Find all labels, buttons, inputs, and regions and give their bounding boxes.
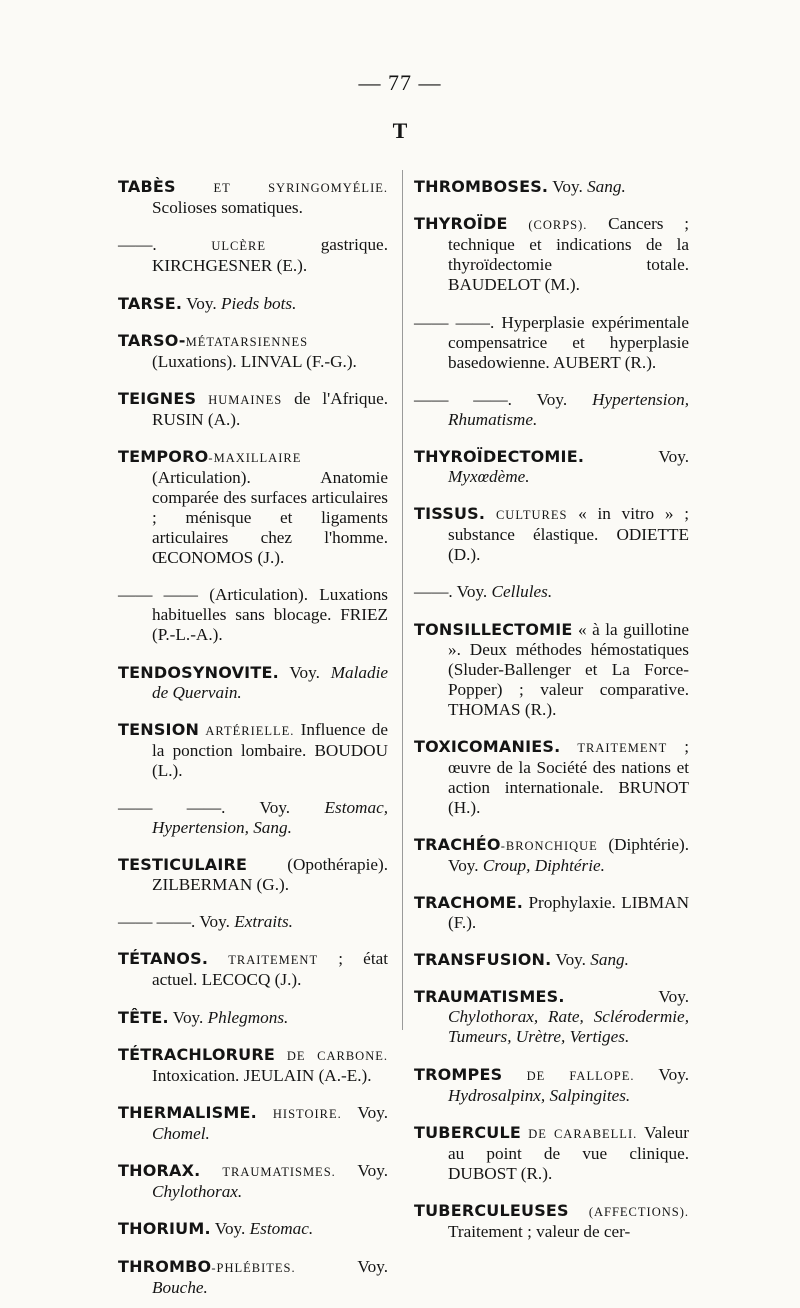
entry-text: Voy. xyxy=(168,1007,208,1027)
entry-subhead: (AFFECTIONS). xyxy=(588,1205,689,1219)
headword: THROMBOSES. xyxy=(414,177,549,197)
headword: TRACHÉO xyxy=(414,834,501,854)
entry-text: Voy. xyxy=(341,1103,388,1122)
entry-text: Voy. xyxy=(564,987,689,1007)
headword: TONSILLECTOMIE xyxy=(414,619,573,639)
dash: —— —— xyxy=(118,585,198,605)
index-entry xyxy=(414,177,689,197)
cross-reference: Pieds bots. xyxy=(220,293,297,313)
headword: TRAUMATISMES. xyxy=(414,987,565,1007)
entry-subhead: DE FALLOPE. xyxy=(526,1068,635,1083)
entry-text: Valeur au point de vue clinique. DUBOST (R.). xyxy=(448,1122,690,1183)
cross-reference: Bouche. xyxy=(152,1277,208,1297)
page-number: — 77 — xyxy=(358,70,442,95)
entry-subhead: -BRONCHIQUE xyxy=(500,838,598,853)
headword: TÊTE. xyxy=(118,1007,169,1027)
index-entry xyxy=(414,737,689,818)
index-entry xyxy=(118,177,388,218)
left-column xyxy=(118,160,388,1308)
index-entry xyxy=(414,620,689,720)
cross-reference: Chomel. xyxy=(152,1124,210,1143)
entry-subhead: ARTÉRIELLE. xyxy=(205,723,295,738)
index-entry xyxy=(118,855,388,895)
dash: —— ——. xyxy=(414,312,495,332)
entry-subhead: -MAXILLAIRE xyxy=(208,451,302,466)
headword: THYROÏDE xyxy=(414,214,508,234)
dash: ——. xyxy=(118,235,157,255)
cross-reference: Estomac, Hypertension, Sang. xyxy=(152,797,388,837)
entry-subhead: HISTOIRE. xyxy=(272,1107,342,1121)
cross-reference: Maladie de Quervain. xyxy=(152,662,388,702)
headword: TARSE. xyxy=(118,293,183,313)
index-entry xyxy=(414,447,689,487)
cross-reference: Myxœdème. xyxy=(448,466,530,486)
index-entry xyxy=(414,1201,689,1242)
headword: TÉTRACHLORURE xyxy=(118,1044,275,1064)
headword: TENDOSYNOVITE. xyxy=(118,662,279,682)
entry-subhead: -PHLÉBITES. xyxy=(211,1260,296,1275)
index-entry xyxy=(118,798,388,838)
section-letter: T xyxy=(392,118,408,143)
entry-text: Voy. xyxy=(195,912,235,932)
entry-text: (Opothérapie). ZILBERMAN (G.). xyxy=(152,855,388,895)
headword: TROMPES xyxy=(414,1064,503,1084)
headword: TRANSFUSION. xyxy=(414,950,552,970)
index-entry xyxy=(414,582,689,602)
entry-text: Traitement ; valeur de cer- xyxy=(448,1222,631,1241)
headword: TOXICOMANIES. xyxy=(414,736,561,756)
index-entry xyxy=(414,214,689,295)
headword: THROMBO xyxy=(118,1256,212,1276)
index-entry xyxy=(118,912,388,932)
headword: THORIUM. xyxy=(118,1219,211,1239)
index-entry xyxy=(414,950,689,970)
cross-reference: Hypertension, Rhumatisme. xyxy=(448,389,689,429)
headword: TISSUS. xyxy=(414,504,486,524)
headword: TEMPORO xyxy=(118,447,209,467)
index-entry xyxy=(118,585,388,645)
entry-text: Voy. xyxy=(548,177,588,197)
headword: TRACHOME. xyxy=(414,893,524,913)
entry-text: ; état actuel. LECOCQ (J.). xyxy=(152,949,388,990)
entry-subhead: TRAITEMENT xyxy=(577,740,668,755)
cross-reference: Phlegmons. xyxy=(207,1007,289,1027)
headword: TARSO- xyxy=(118,330,186,350)
entry-text: Voy. xyxy=(551,950,591,970)
headword: TUBERCULE xyxy=(414,1122,522,1142)
entry-text: Voy. xyxy=(225,797,325,817)
entry-text: Voy. xyxy=(210,1219,250,1239)
cross-reference: Chylothorax. xyxy=(152,1182,243,1202)
entry-subhead: ULCÈRE xyxy=(211,239,266,254)
index-entry xyxy=(118,949,388,990)
cross-reference: Croup, Diphtérie. xyxy=(482,855,605,875)
cross-reference: Chylothorax, Rate, Sclérodermie, Tumeurs, Urètre, Vertiges. xyxy=(448,1007,689,1047)
index-entry xyxy=(118,235,388,276)
headword: THORAX. xyxy=(118,1161,201,1181)
index-entry xyxy=(414,1123,689,1184)
entry-text: Voy. xyxy=(278,662,331,682)
entry-subhead: DE CARABELLI. xyxy=(528,1126,638,1141)
entry-text: (Luxations). LINVAL (F.-G.). xyxy=(152,351,357,371)
entry-text: Influence de la ponction lombaire. BOUDOU (L.). xyxy=(152,719,388,780)
index-entry xyxy=(414,1065,689,1106)
entry-text: (Diphtérie). Voy. xyxy=(448,834,689,875)
entry-text: Voy. xyxy=(295,1256,388,1276)
index-entry xyxy=(118,294,388,314)
entry-subhead: HUMAINES xyxy=(208,392,283,407)
column-divider xyxy=(402,170,403,1030)
entry-text: Voy. xyxy=(335,1161,388,1181)
headword: TEIGNES xyxy=(118,388,197,408)
entry-text: Hyperplasie expérimentale compensatrice et hyperplasie basedowienne. AUBERT (R.). xyxy=(448,312,689,372)
dash: ——. xyxy=(414,582,453,602)
index-entry xyxy=(118,663,388,703)
entry-text: Prophylaxie. LIBMAN (F.). xyxy=(448,893,689,933)
entry-subhead: TRAUMATISMES. xyxy=(222,1165,336,1180)
entry-text: Voy. xyxy=(182,293,221,313)
index-entry xyxy=(414,504,689,565)
entry-text: ; œuvre de la Société des nations et action internationale. BRUNOT (H.). xyxy=(448,736,689,817)
index-entry xyxy=(118,389,388,430)
right-column xyxy=(414,160,689,1252)
index-entry xyxy=(118,447,388,568)
entry-text: (Articulation). Anatomie comparée des surfaces articulaires ; ménisque et ligaments articulaires chez l'homme. ŒCONOMOS (J.). xyxy=(152,468,388,568)
dash: —— ——. xyxy=(118,797,226,817)
index-entry xyxy=(414,835,689,876)
index-entry xyxy=(118,1008,388,1028)
entry-text: « à la guillotine ». Deux méthodes hémostatiques (Sluder-Ballenger et La Force-Popper) ; valeur comparative. THOMAS (R.). xyxy=(448,619,689,719)
entry-subhead: MÉTATARSIENNES xyxy=(185,334,309,349)
index-entry xyxy=(118,1045,388,1086)
headword: THERMALISME. xyxy=(118,1103,257,1122)
entry-text: Voy. xyxy=(634,1064,689,1084)
entry-text: (Articulation). Luxations habituelles sans blocage. FRIEZ (P.-L.-A.). xyxy=(152,585,388,645)
entry-text: Voy. xyxy=(584,446,689,466)
index-entry xyxy=(118,331,388,372)
dash: —— ——. xyxy=(118,912,196,932)
entry-text: Scolioses somatiques. xyxy=(152,198,303,218)
cross-reference: Extraits. xyxy=(234,912,293,932)
cross-reference: Sang. xyxy=(590,950,629,970)
headword: TÉTANOS. xyxy=(118,949,209,969)
headword: TENSION xyxy=(118,719,200,739)
headword: TUBERCULEUSES xyxy=(414,1201,569,1220)
index-entry xyxy=(118,1257,388,1298)
index-entry xyxy=(118,1103,388,1144)
headword: TABÈS xyxy=(118,177,176,197)
index-entry xyxy=(414,390,689,430)
index-entry xyxy=(118,1219,388,1239)
entry-text: Intoxication. JEULAIN (A.-E.). xyxy=(152,1065,372,1085)
entry-text: gastrique. KIRCHGESNER (E.). xyxy=(152,235,388,276)
entry-text: Cancers ; technique et indications de la thyroïdectomie totale. BAUDELOT (M.). xyxy=(448,214,690,295)
entry-text: « in vitro » ; substance élastique. ODIETTE (D.). xyxy=(448,504,690,565)
entry-text: Voy. xyxy=(452,582,492,602)
headword: TESTICULAIRE xyxy=(118,855,248,875)
index-entry xyxy=(414,313,689,373)
entry-text: de l'Afrique. RUSIN (A.). xyxy=(152,388,389,429)
entry-text: Voy. xyxy=(511,389,593,409)
entry-subhead: TRAITEMENT xyxy=(228,953,319,968)
index-entry xyxy=(118,720,388,781)
entry-subhead: ET SYRINGOMYÉLIE. xyxy=(213,181,388,196)
cross-reference: Cellules. xyxy=(491,582,553,602)
headword: THYROÏDECTOMIE. xyxy=(414,446,585,466)
entry-subhead: (CORPS). xyxy=(528,218,588,233)
index-entry xyxy=(414,893,689,933)
entry-subhead: DE CARBONE. xyxy=(286,1048,388,1063)
entry-subhead: CULTURES xyxy=(495,508,568,523)
cross-reference: Hydrosalpinx, Salpingites. xyxy=(448,1085,631,1105)
index-entry xyxy=(118,1161,388,1202)
cross-reference: Estomac. xyxy=(249,1219,314,1239)
cross-reference: Sang. xyxy=(587,177,626,197)
dash: —— ——. xyxy=(414,389,512,409)
index-entry xyxy=(414,987,689,1047)
